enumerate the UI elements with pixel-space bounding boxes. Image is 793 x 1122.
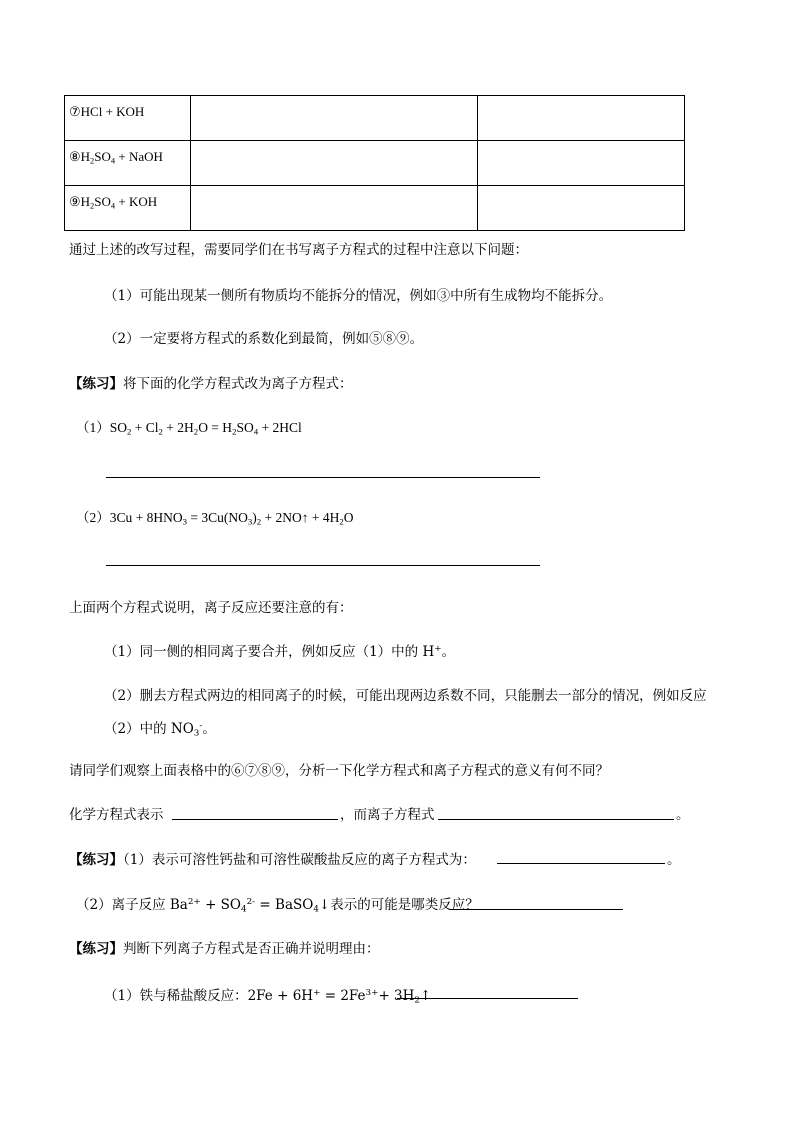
table-cell-reactants: $⑨H_2SO_4$ + KOH xyxy=(65,186,191,231)
table-row xyxy=(65,141,685,186)
answer-blank[interactable] xyxy=(497,863,665,864)
reaction-table xyxy=(64,95,685,231)
note-item-continued: （2）中的 $NO_3^-$。 xyxy=(104,720,216,739)
answer-blank[interactable] xyxy=(397,998,578,999)
blank-ionic-meaning[interactable] xyxy=(438,819,674,820)
note-item: （2）删去方程式两边的相同离子的时候，可能出现两边系数不同，只能删去一部分的情况，例如反应 xyxy=(104,688,707,704)
table-cell-answer[interactable] xyxy=(191,141,478,186)
practice-question: （2）离子反应 $Ba^{2+} + SO_4^{2-}$ = BaSO$_4$↓表示的可能是哪类反应？ xyxy=(76,896,479,915)
practice-question: $(1)SO_2 + Cl_2 + 2H_2O = H_2SO_4 + 2HCl$ xyxy=(76,420,302,437)
table-cell-reactants: ⑦HCl + KOH xyxy=(65,96,191,141)
intro-text: 通过上述的改写过程，需要同学们在书写离子方程式的过程中注意以下问题： xyxy=(69,242,528,258)
practice-question: 【练习】（1）表示可溶性钙盐和可溶性碳酸盐反应的离子方程式为： xyxy=(69,852,476,868)
notes-intro: 上面两个方程式说明，离子反应还要注意的有： xyxy=(69,600,353,616)
table-cell-answer[interactable] xyxy=(478,96,685,141)
note-item: （1）可能出现某一侧所有物质均不能拆分的情况，例如③中所有生成物均不能拆分。 xyxy=(104,288,613,304)
practice-question: $(2)3Cu + 8HNO_3 = 3Cu(NO_3)_2$ + 2NO↑ + $4H_2O$ xyxy=(76,510,354,527)
practice-heading: 【练习】判断下列离子方程式是否正确并说明理由： xyxy=(69,941,380,957)
meaning-end: 。 xyxy=(676,807,690,823)
observe-question: 请同学们观察上面表格中的⑥⑦⑧⑨，分析一下化学方程式和离子方程式的意义有何不同？ xyxy=(69,763,609,779)
answer-blank[interactable] xyxy=(450,909,623,910)
practice-tag: 【练习】 xyxy=(69,852,123,868)
practice-tag: 【练习】 xyxy=(69,941,123,957)
answer-line[interactable] xyxy=(106,477,540,478)
table-row xyxy=(65,186,685,231)
note-item: （1）同一侧的相同离子要合并，例如反应（1）中的 H+。 xyxy=(104,643,456,660)
table-cell-answer[interactable] xyxy=(478,141,685,186)
punctuation: 。 xyxy=(667,852,681,868)
meaning-part2: ，而离子方程式 xyxy=(340,807,435,823)
practice-question: （1）铁与稀盐酸反应：$2Fe + 6H^+ = 2Fe^{3+}+$ $3H_2↑$ xyxy=(104,987,432,1006)
practice-tag: 【练习】 xyxy=(69,376,123,392)
table-row xyxy=(65,96,685,141)
table-cell-answer[interactable] xyxy=(191,96,478,141)
blank-chemical-meaning[interactable] xyxy=(172,819,338,820)
practice-heading: 【练习】将下面的化学方程式改为离子方程式： xyxy=(69,376,353,392)
table-cell-answer[interactable] xyxy=(191,186,478,231)
meaning-part1: 化学方程式表示 xyxy=(69,807,164,823)
note-item: （2）一定要将方程式的系数化到最简，例如⑤⑧⑨。 xyxy=(104,331,424,347)
answer-line[interactable] xyxy=(106,565,540,566)
table-cell-answer[interactable] xyxy=(478,186,685,231)
table-cell-reactants: $⑧H_2SO_4$ + NaOH xyxy=(65,141,191,186)
